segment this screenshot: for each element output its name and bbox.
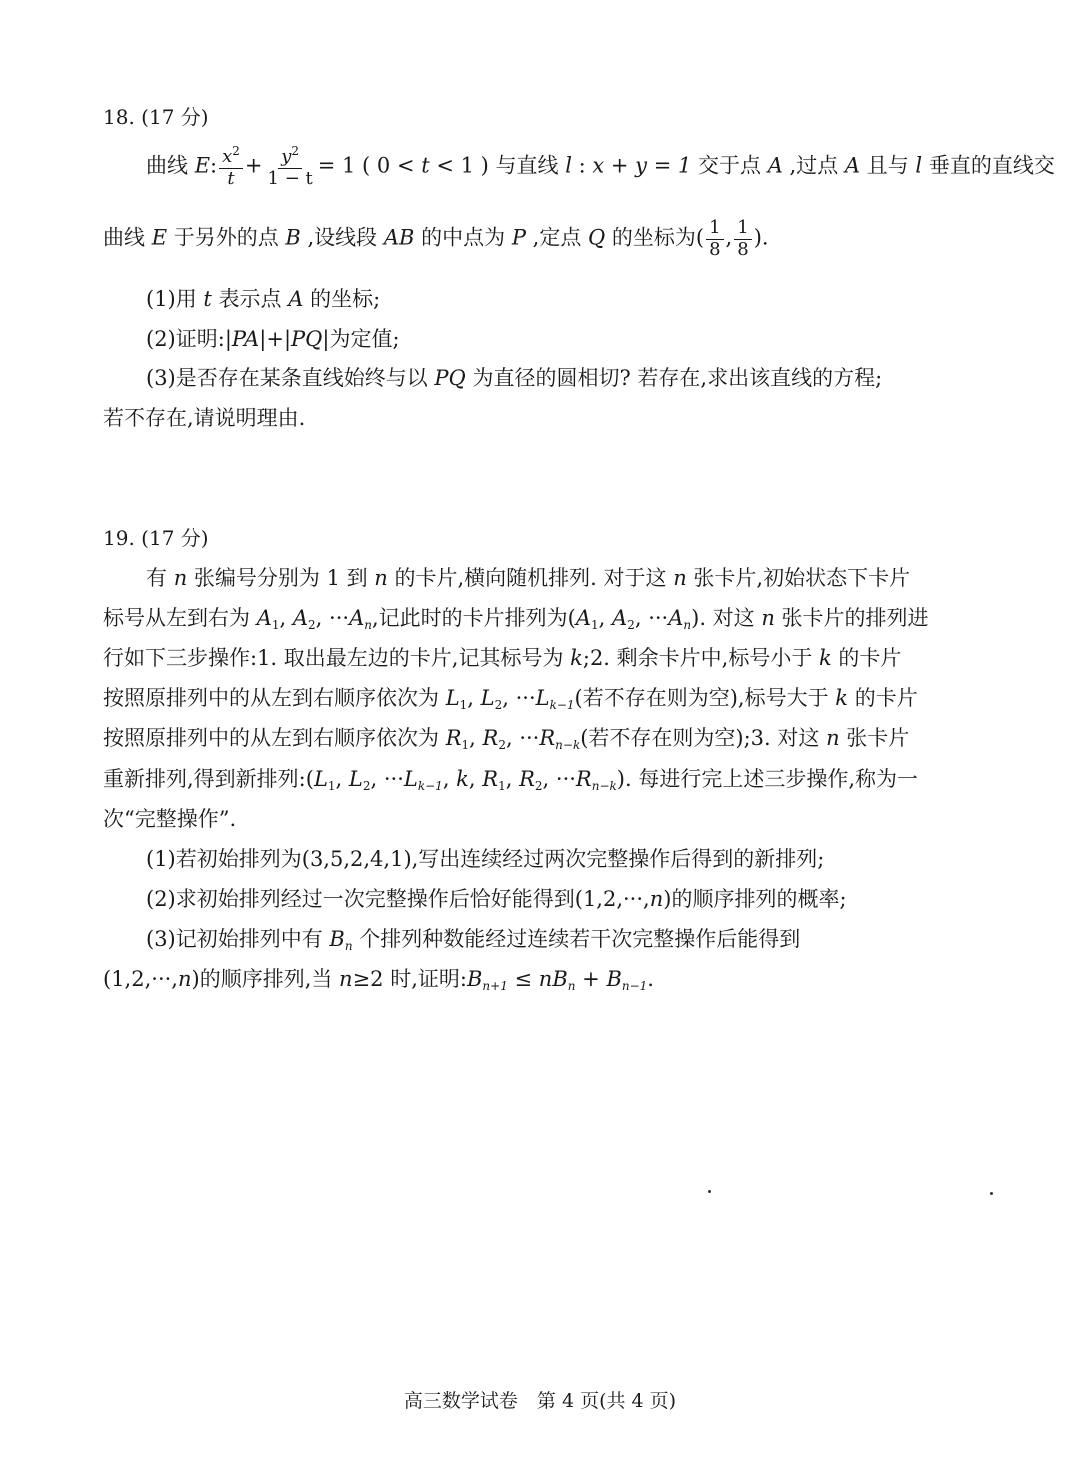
fraction-one-eighth: $\frac{1}{8}$ (706, 218, 723, 260)
q19-line-2: 标号从左到右为 $A_1$, $A_2$, $\cdot\cdot\cdot A_n$,记此时的卡片排列为($A_1$, $A_2$, $\cdot\cdot\cdot A_n$). 对这 n 张卡片的排列进 (103, 606, 929, 632)
q18-heading: 18. (17 分) (103, 105, 209, 129)
q18-line-2: 曲线 E 于另外的点 B ,设线段 AB 的中点为 P ,定点 Q 的坐标为( $\frac{1}{8}$ , $\frac{1}{8}$ ). (103, 217, 769, 260)
q19-line-4: 按照原排列中的从左到右顺序依次为 $L_1$, $L_2$, $\cdot\cdot\cdot L_{k-1}$(若不存在则为空),标号大于 k 的卡片 (103, 686, 918, 712)
q19-line-7: 次“完整操作”. (103, 807, 237, 831)
q19-subquestion-1: (1)若初始排列为(3,5,2,4,1),写出连续经过两次完整操作后得到的新排列; (146, 847, 825, 871)
q19-heading: 19. (17 分) (103, 526, 209, 550)
q19-line-1: 有 n 张编号分别为 1 到 n 的卡片,横向随机排列. 对于这 n 张卡片,初始状态下卡片 (146, 566, 911, 590)
q19-subquestion-3: (3)记初始排列中有 $B_n$ 个排列种数能经过连续若干次完整操作后能得到 (146, 927, 801, 953)
fraction-y2-over-1-minus-t: $\frac{y^2}{1 - t}$ (267, 144, 313, 189)
q18-subquestion-1: (1)用 t 表示点 A 的坐标; (146, 287, 381, 311)
page-footer: 高三数学试卷 第 4 页(共 4 页) (403, 1390, 677, 1412)
fraction-x2-over-t: $\frac{x^2}{t}$ (219, 145, 243, 189)
fraction-one-eighth: $\frac{1}{8}$ (734, 218, 751, 260)
q18-subquestion-3-cont: 若不存在,请说明理由. (103, 406, 306, 430)
q19-line-6: 重新排列,得到新排列$:(L_1$, $L_2$, $\cdot\cdot\cdot L_{k-1}$, k, $R_1$, $R_2$, $\cdot\cdot\cdot R_{n-k}$). 每进行完上述三步操作,称为一 (103, 767, 919, 793)
q18-line-1: 曲线 E: $\frac{x^2}{t}$ + $\frac{y^2}{1 - t}$ = 1 ( 0 < t < 1 ) 与直线 l : x + y = 1 交于点 A ,过点 A 且与 l 垂直的直线交 (146, 144, 1055, 189)
scan-speck (708, 1190, 711, 1193)
q18-subquestion-2: (2)证明:|PA|+|PQ|为定值; (146, 327, 400, 351)
q19-line-5: 按照原排列中的从左到右顺序依次为 $R_1$, $R_2$, $\cdot\cdot\cdot R_{n-k}$(若不存在则为空);3. 对这 n 张卡片 (103, 726, 910, 752)
scan-speck (990, 1192, 993, 1195)
q18-subquestion-3: (3)是否存在某条直线始终与以 PQ 为直径的圆相切? 若存在,求出该直线的方程; (146, 366, 883, 390)
q19-subquestion-3-cont: (1,2,···,n)的顺序排列,当 n≥2 时,证明$:B_{n+1} \le nB_n + B_{n-1}$. (103, 967, 654, 993)
q19-subquestion-2: (2)求初始排列经过一次完整操作后恰好能得到(1,2,···,n)的顺序排列的概率; (146, 887, 847, 911)
q19-line-3: 行如下三步操作:1. 取出最左边的卡片,记其标号为 k;2. 剩余卡片中,标号小于 k 的卡片 (103, 646, 902, 670)
